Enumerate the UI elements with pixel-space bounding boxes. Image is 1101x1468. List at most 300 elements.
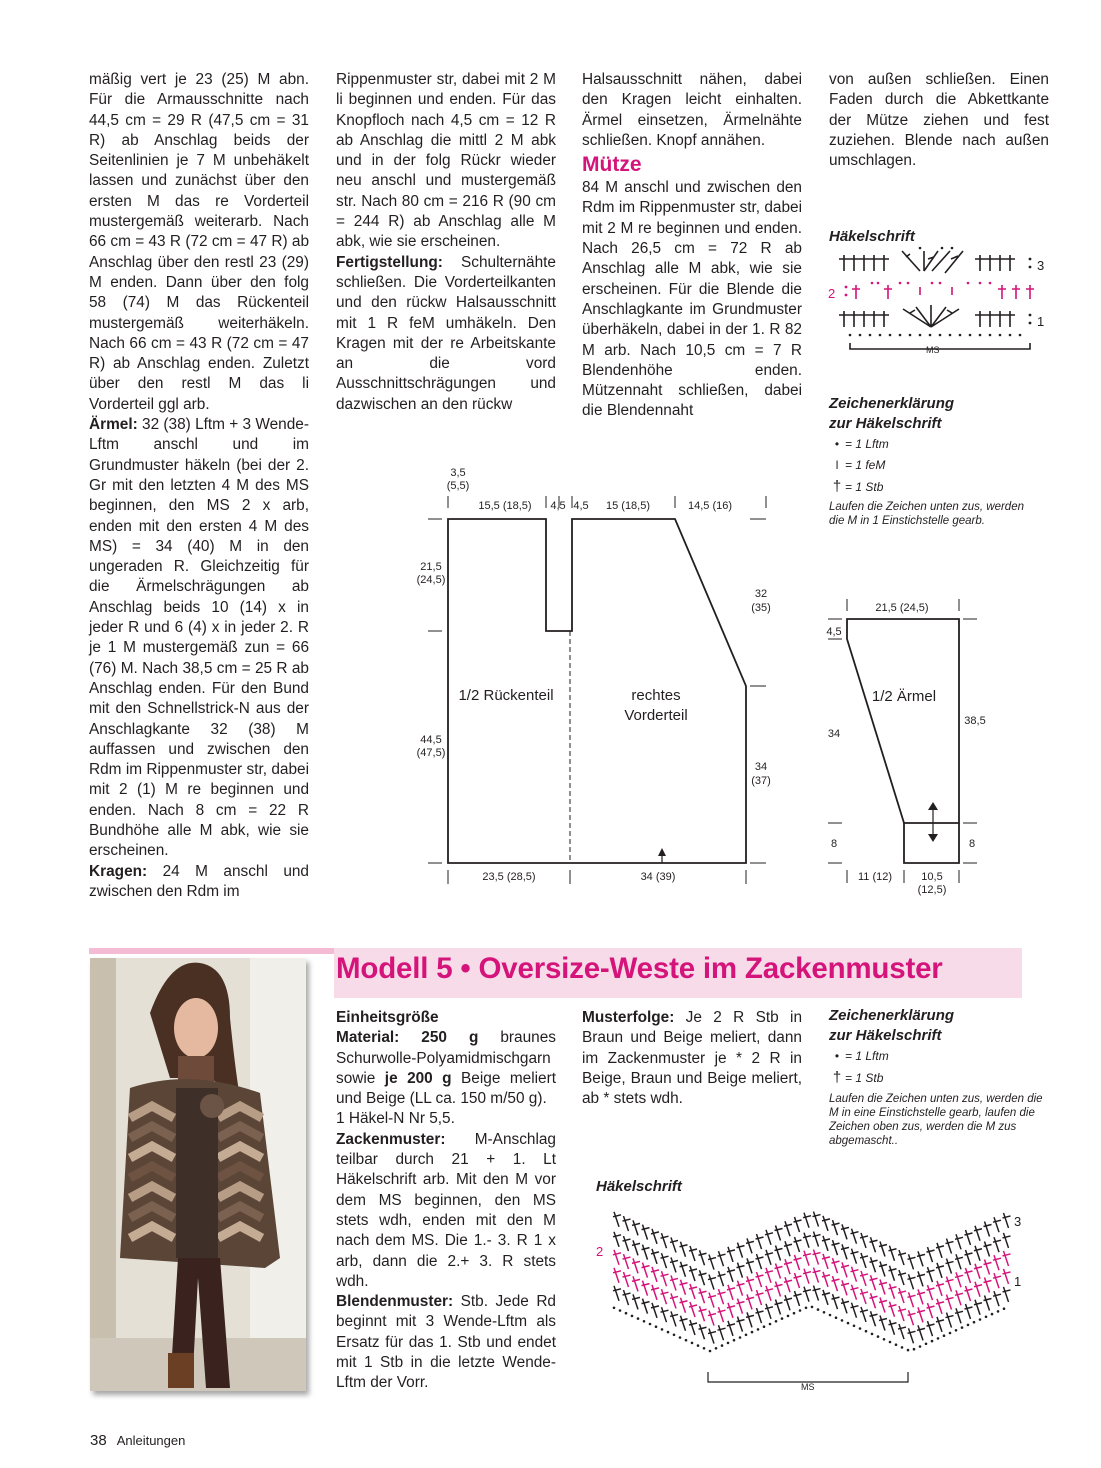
chain-dot [895,1343,898,1346]
stitch-symbol [927,1267,935,1282]
stitch-symbol [946,1259,954,1274]
page-footer [90,1432,185,1449]
stitch-symbol [860,1233,868,1248]
stitch-symbol [974,1300,982,1315]
stitch-symbol [889,1284,897,1299]
stitch-symbol [936,1243,944,1258]
size-line: Einheitsgröße [336,1009,439,1026]
stitch-symbol [898,1288,906,1303]
stitch-symbol [898,1306,906,1321]
stitch-symbol [784,1221,792,1236]
stitch-symbol [661,1271,669,1286]
paragraph: von außen schließen. Einen Faden durch die Abkettkante der Mütze ziehen und fest zuziehen. Blende nach außen umschlagen. [829,71,1049,170]
stitch-symbol [889,1266,897,1281]
stitch-symbol [879,1298,887,1313]
legend-item: • = 1 Lftm [829,434,1044,455]
stitch-symbol [642,1299,650,1314]
dim-label: 34 (39) [640,871,676,883]
chain-dot [721,1344,724,1347]
stitch-symbol [832,1258,840,1273]
stitch-symbol [955,1234,963,1249]
dim-label: 3,5 [450,467,466,479]
stitch-symbol [632,1258,640,1273]
stitch-symbol [813,1250,821,1265]
chain-dot [961,1326,964,1329]
chain-dot [949,1332,952,1335]
chain-dot [757,1328,760,1331]
dim-label: (35) [751,602,771,614]
paragraph: Material: 250 g braunes Schurwolle-Polyamidmischgarn sowie je 200 g Beige meliert und Beige (LL ca. 150 m/50 g). [336,1029,557,1108]
paragraph: Musterfolge: Je 2 R Stb in Braun und Beige meliert, dann im Zackenmuster je * 2 R in Beige, Braun und Beige meliert, ab * stets wdh. [582,1009,802,1108]
section-title: Modell 5 • Oversize-Weste im Zackenmuster [336,952,943,985]
stitch-symbol [746,1258,754,1273]
dim-label: (12,5) [917,884,947,896]
stitch-symbol [651,1267,659,1282]
paragraph [336,253,556,415]
stitch-symbol [632,1220,640,1235]
chain-dot [931,1340,934,1343]
stitch-symbol [974,1246,982,1261]
chain-dot [871,1333,874,1336]
stitch-symbol [613,1232,621,1247]
label-material: Material: [336,1029,400,1047]
model5-column-2 [336,1008,556,1394]
stitch-symbol [1003,1251,1011,1266]
double-crochet-icon: † [832,1069,842,1086]
stitch-symbol [756,1254,764,1269]
stitch-symbol [670,1275,678,1290]
stitch-symbol [642,1245,650,1260]
dim-label: 4,5 [550,500,566,512]
stitch-symbol [889,1320,897,1335]
stitch-symbol [765,1230,773,1245]
stitch-symbol [708,1293,716,1308]
chain-dot [955,1329,958,1332]
stitch-symbol [917,1251,925,1266]
paragraph [89,415,309,862]
stitch-symbol [775,1264,783,1279]
chain-dot [625,1312,628,1315]
stitch-symbol [680,1298,688,1313]
dim-label: 8 [968,838,976,850]
chain-stitch-icon: • [834,1049,840,1063]
dim-label: 32 [754,588,768,600]
stitch-symbol [708,1275,716,1290]
chain-dot [703,1347,706,1350]
stitch-symbol [917,1325,925,1340]
chain-dot [967,1324,970,1327]
stitch-symbol [803,1269,811,1284]
paragraph [89,862,309,903]
chain-dot [805,1307,808,1310]
text-aermel: 32 (38) Lftm + 3 Wende-Lftm anschl und im Grundmuster häkeln (bei der 2. Gr mit den letzten 4 M des MS beginnen, den MS 2 x arb, enden mit den ersten 4 M des MS) = 34 (40) M in den ungeraden R. Gleichzeitig für die Ärmelschrägungen ab Anschlag beids 10 (14) x in jeder R und 6 (4) x in jeder 2. R je 1 M mustergemäß zun = 66 (76) M. Nach 38,5 cm = 25 R ab Anschlag enden. Für den Bund mit den Schnellstrick-N aus der Anschlagkante 32 (38) M auffassen und zwischen den Rdm im Rippenmuster str, dabei mit 2 (1) M re beginnen und enden. Nach 8 cm = 22 R Bundhöhe alle M abk, wie sie erscheinen. [89,416,309,860]
dim-label: 38,5 [964,715,986,727]
dim-label: (24,5) [416,574,446,586]
stitch-symbol [661,1253,669,1268]
chain-dot [643,1320,646,1323]
stitch-symbol [737,1281,745,1296]
stitch-symbol [718,1251,726,1266]
chain-dot [727,1342,730,1345]
stitch-symbol [832,1276,840,1291]
row-label-2: 2 [596,1244,604,1259]
stitch-symbol [689,1246,697,1261]
stitch-symbol [870,1275,878,1290]
chain-dot [985,1316,988,1319]
stitch-symbol [756,1308,764,1323]
stitch-symbol [822,1272,830,1287]
dim-label: 15,5 (18,5) [478,500,532,512]
stitch-symbol [832,1220,840,1235]
model-illustration [90,958,306,1391]
stitch-symbol [822,1236,830,1251]
stitch-symbol [813,1232,821,1247]
stitch-symbol [642,1263,650,1278]
model5-column-3 [582,1008,802,1109]
stitch-symbol [775,1246,783,1261]
stitch-symbol [974,1282,982,1297]
legend-subtitle: zur Häkelschrift [829,1027,942,1044]
stitch-symbol [775,1282,783,1297]
stitch-symbol [784,1259,792,1274]
stitch-symbol [946,1277,954,1292]
ms-label: MS [926,345,940,355]
double-crochet-icon: † [832,478,842,495]
crochet-chart-zigzag [590,1200,1040,1395]
stitch-symbol [993,1273,1001,1288]
stitch-symbol [794,1217,802,1232]
stitch-symbol [965,1304,973,1319]
chain-dot [907,1349,910,1352]
stitch-symbol [737,1263,745,1278]
stitch-symbol [993,1255,1001,1270]
stitch-symbol [794,1255,802,1270]
stitch-symbol [813,1268,821,1283]
legend-top [829,394,1044,528]
stitch-symbol [832,1294,840,1309]
stitch-symbol [917,1289,925,1304]
dim-label: (47,5) [416,747,446,759]
stitch-symbol [1003,1287,1011,1302]
stitch-symbol [661,1289,669,1304]
chain-dot [859,1327,862,1330]
stitch-symbol [651,1285,659,1300]
chain-dot [841,1319,844,1322]
stitch-symbol [917,1271,925,1286]
chain-dot [1003,1307,1006,1310]
stitch-symbol [727,1285,735,1300]
legend-item: † = 1 Stb [829,476,1044,498]
stitch-symbol [765,1268,773,1283]
stitch-symbol [680,1262,688,1277]
stitch-symbol [775,1300,783,1315]
stitch-symbol [936,1317,944,1332]
stitch-symbol [803,1287,811,1302]
schematic-sleeve [820,595,995,900]
stitch-symbol [851,1249,859,1264]
schematic-back-front [410,460,795,890]
stitch-symbol [670,1311,678,1326]
dim-label: (5,5) [446,480,470,492]
stitch-symbol [794,1273,802,1288]
stitch-symbol [936,1263,944,1278]
stitch-symbol [984,1277,992,1292]
chain-dot [943,1334,946,1337]
stitch-symbol [680,1280,688,1295]
chain-dot [649,1323,652,1326]
text-column-2 [336,70,556,415]
stitch-symbol [974,1226,982,1241]
stitch-symbol [794,1237,802,1252]
stitch-symbol [936,1299,944,1314]
stitch-symbol [965,1230,973,1245]
stitch-symbol [699,1270,707,1285]
dim-label: 23,5 (28,5) [482,871,536,883]
stitch-symbol [993,1291,1001,1306]
chain-dot [751,1331,754,1334]
chain-dot [973,1321,976,1324]
chain-dot [679,1336,682,1339]
dim-label: 14,5 (16) [687,500,733,512]
stitch-symbol [860,1289,868,1304]
stitch-symbol [832,1240,840,1255]
text-column-4 [829,70,1049,171]
stitch-symbol [1003,1269,1011,1284]
stitch-symbol [756,1272,764,1287]
stitch-symbol [784,1241,792,1256]
stitch-symbol [898,1250,906,1265]
stitch-symbol [803,1251,811,1266]
stitch-symbol [661,1307,669,1322]
stitch-symbol [908,1274,916,1289]
chain-dot [937,1337,940,1340]
stitch-symbol [737,1317,745,1332]
dim-label: 34 [827,728,841,740]
stitch-symbol [879,1280,887,1295]
chain-dot [847,1322,850,1325]
stitch-symbol [680,1316,688,1331]
paragraph: 1 Häkel-N Nr 5,5. [336,1110,455,1128]
stitch-symbol [670,1257,678,1272]
stitch-symbol [708,1329,716,1344]
chain-dot [883,1338,886,1341]
text-kragen: 24 M anschl und zwischen den Rdm im [89,862,309,900]
text-fertigstellung: Schulternähte schließen. Die Vorderteilkanten und den rückw Halsausschnitt mit 1 R feM umhäkeln. Den Kragen mit der re Arbeitskante an die vord Ausschnittschrägungen und dazwischen an den rückw [336,253,556,413]
stitch-symbol [946,1313,954,1328]
chain-dot [631,1315,634,1318]
stitch-symbol [889,1246,897,1261]
stitch-symbol [651,1249,659,1264]
stitch-symbol [870,1311,878,1326]
chain-dot [739,1336,742,1339]
dim-label: 21,5 [420,561,442,573]
chain-dot [637,1317,640,1320]
stitch-symbol [670,1237,678,1252]
chart-title: Häkelschrift [829,228,915,245]
chain-dot [787,1315,790,1318]
label-blendenmuster: Blendenmuster: [336,1293,454,1311]
stitch-symbol [642,1281,650,1296]
divider [89,948,334,954]
text-column-3 [582,70,802,422]
stitch-symbol [718,1307,726,1322]
stitch-symbol [651,1303,659,1318]
chart-title: Häkelschrift [596,1178,682,1195]
chain-dot [697,1344,700,1347]
stitch-symbol [965,1286,973,1301]
dim-label: 21,5 (24,5) [875,602,929,614]
stitch-symbol [946,1295,954,1310]
stitch-symbol [784,1295,792,1310]
chain-dot [865,1330,868,1333]
crochet-chart-small [820,245,1055,357]
stitch-symbol [879,1262,887,1277]
stitch-symbol [955,1254,963,1269]
stitch-symbol [927,1285,935,1300]
stitch-symbol [870,1293,878,1308]
dim-label: 4,5 [573,500,589,512]
chain-dot [829,1314,832,1317]
label-fertigstellung: Fertigstellung: [336,253,443,271]
stitch-symbol [746,1276,754,1291]
stitch-symbol [879,1316,887,1331]
paragraph: 84 M anschl und zwischen den Rdm im Rippenmuster str, dabei mit 2 M re beginnen und enden. Nach 26,5 cm = 72 R ab Anschlag alle M abk, wie sie erscheinen. Für die Blende die Anschlagkante im Grundmuster überhäkeln, dabei in der 1. R 82 M arb. Nach 10,5 cm = 7 R Blendenhöhe enden. Mützennaht schließen, dabei die Blendennaht [582,179,802,420]
stitch-symbol [765,1286,773,1301]
stitch-symbol [718,1325,726,1340]
heading-muetze: Mütze [582,153,642,177]
chain-dot [835,1316,838,1319]
dim-label: 8 [830,838,838,850]
legend-note: Laufen die Zeichen unten zus, werden die M in 1 Einstichstelle gearb. [829,501,1024,527]
label-musterfolge: Musterfolge: [582,1009,675,1026]
chain-dot [667,1331,670,1334]
stitch-symbol [879,1242,887,1257]
stitch-symbol [784,1277,792,1292]
chain-dot [811,1306,814,1309]
stitch-symbol [651,1229,659,1244]
stitch-symbol [756,1234,764,1249]
stitch-symbol [860,1253,868,1268]
stitch-symbol [623,1216,631,1231]
stitch-symbol [689,1284,697,1299]
stitch-symbol [851,1303,859,1318]
chain-dot [745,1334,748,1337]
stitch-symbol [661,1233,669,1248]
chain-dot [715,1347,718,1350]
dim-label: (37) [751,775,771,787]
stitch-symbol [689,1320,697,1335]
chain-dot [655,1325,658,1328]
stitch-symbol [803,1213,811,1228]
chain-dot [763,1325,766,1328]
model-photo [90,958,306,1391]
stitch-symbol [613,1250,621,1265]
chain-dot [901,1346,904,1349]
stitch-symbol [727,1267,735,1282]
stitch-symbol [851,1229,859,1244]
stitch-symbol [984,1241,992,1256]
stitch-symbol [908,1292,916,1307]
stitch-symbol [727,1321,735,1336]
chain-dot [919,1345,922,1348]
stitch-symbol [699,1250,707,1265]
stitch-symbol [680,1242,688,1257]
stitch-symbol [851,1285,859,1300]
stitch-symbol [898,1270,906,1285]
dim-label: 10,5 [921,871,943,883]
legend-subtitle: zur Häkelschrift [829,415,942,432]
piece-label-back: 1/2 Rückenteil [458,687,554,704]
dim-label: 11 (12) [857,871,893,883]
stitch-symbol [613,1268,621,1283]
stitch-symbol [689,1266,697,1281]
chain-dot [619,1309,622,1312]
stitch-symbol [775,1226,783,1241]
paragraph: Rippenmuster str, dabei mit 2 M li beginnen und enden. Für das Knopfloch nach 4,5 cm = 12 R ab Anschlag die mittl 2 M abk und in der folg Rückr wieder neu anschl und mustergemäß str. Nach 80 cm = 216 R (90 cm = 244 R) ab Anschlag alle M abk, wie sie erscheinen. [336,71,556,251]
legend-bottom [829,1006,1049,1148]
stitch-symbol [984,1221,992,1236]
stitch-symbol [632,1240,640,1255]
chain-dot [691,1342,694,1345]
stitch-symbol [727,1247,735,1262]
ms-label: MS [801,1382,815,1392]
chain-dot [853,1325,856,1328]
chain-dot [889,1341,892,1344]
label-aermel: Ärmel: [89,416,138,434]
stitch-symbol [955,1272,963,1287]
stitch-symbol [623,1272,631,1287]
label-zackenmuster: Zackenmuster: [336,1130,446,1148]
stitch-symbol [946,1239,954,1254]
page-number: 38 [90,1432,107,1449]
chain-dot [823,1311,826,1314]
stitch-symbol [737,1243,745,1258]
row-label-3: 3 [1014,1214,1022,1229]
stitch-symbol [889,1302,897,1317]
stitch-symbol [822,1254,830,1269]
dim-label: 15 (18,5) [605,500,651,512]
stitch-symbol [860,1307,868,1322]
dim-label: 44,5 [420,734,442,746]
stitch-symbol [642,1225,650,1240]
stitch-symbol [927,1247,935,1262]
text-column-1 [89,70,309,902]
stitch-symbol [613,1286,621,1301]
stitch-symbol [718,1271,726,1286]
stitch-symbol [632,1294,640,1309]
paragraph: mäßig vert je 23 (25) M abn. Für die Armausschnitte nach 44,5 cm = 29 R (47,5 cm = 31 R) ab Anschlag beids der Seitenlinien je 7 M unbehäkelt lassen und zunächst über den ersten M das re Vorderteil mustergemäß weiterarb. Nach 66 cm = 43 R (72 cm = 47 R) ab Anschlag über den restl 23 (29) M enden. Dann über den folg 58 (74) M das Rückenteil mustergemäß weiterhäkeln. Nach 66 cm = 43 R (72 cm = 47 R) ab Anschlag enden. Zuletzt über den restl M das li Vorderteil ggl arb. [89,71,309,413]
stitch-symbol [984,1295,992,1310]
stitch-symbol [841,1244,849,1259]
stitch-symbol [699,1324,707,1339]
piece-label-sleeve: 1/2 Ärmel [871,688,937,705]
chain-dot [799,1309,802,1312]
stitch-symbol [822,1290,830,1305]
stitch-symbol [737,1299,745,1314]
section-name: Anleitungen [116,1433,186,1448]
stitch-symbol [822,1216,830,1231]
stitch-symbol [803,1233,811,1248]
stitch-symbol [841,1224,849,1239]
stitch-symbol [689,1302,697,1317]
chain-dot [709,1350,712,1353]
stitch-symbol [670,1293,678,1308]
stitch-symbol [841,1298,849,1313]
stitch-symbol [746,1294,754,1309]
legend-item: • = 1 Lftm [829,1046,1049,1067]
stitch-symbol [727,1303,735,1318]
stitch-symbol [908,1310,916,1325]
